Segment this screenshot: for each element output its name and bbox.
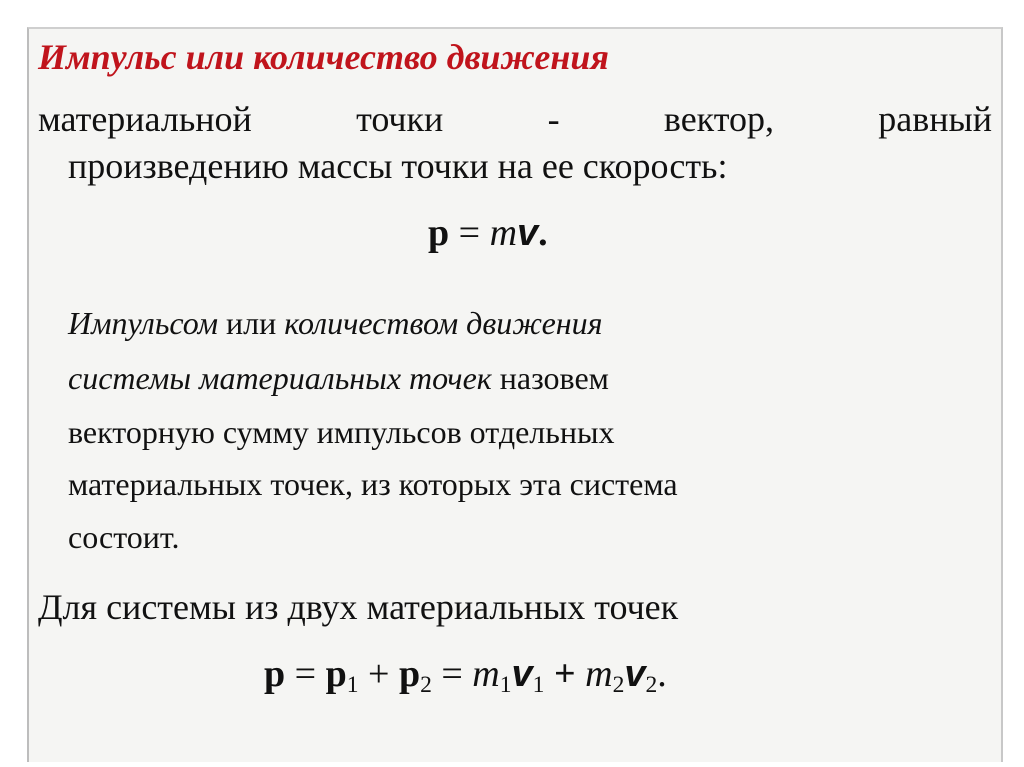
text-nazovem: назовем — [491, 360, 609, 396]
slide-title — [38, 36, 609, 78]
definition-word: вектор, — [663, 99, 774, 139]
formula2-plus: + — [358, 653, 399, 695]
formula2-m2: m — [585, 653, 613, 695]
definition-line-2: произведению массы точки на ее скорость: — [68, 146, 728, 186]
title-term-momentum: количество движения — [253, 37, 609, 77]
formula2-v1-sub: 1 — [532, 671, 545, 698]
formula2-p: p — [264, 653, 286, 695]
formula-p: p — [428, 212, 450, 254]
term-kolichestvom: количеством движения — [284, 305, 603, 341]
formula2-plus-2: + — [544, 653, 586, 695]
system-definition-line-2 — [68, 360, 609, 397]
formula-equals: = — [449, 212, 490, 254]
definition-word: - — [547, 99, 560, 139]
momentum-formula — [428, 211, 548, 255]
formula2-m2-sub: 2 — [612, 671, 625, 698]
title-term-impulse: Импульс — [38, 37, 177, 77]
formula2-p1: p — [325, 653, 347, 695]
system-definition-line-3: векторную сумму импульсов отдельных — [68, 414, 615, 450]
formula2-period: . — [657, 653, 667, 695]
two-points-heading: Для системы из двух материальных точек — [38, 587, 679, 627]
system-definition-line-4: материальных точек, из которых эта система — [68, 466, 678, 502]
formula-velocity: v — [517, 212, 539, 254]
formula2-m1-sub: 1 — [499, 671, 512, 698]
definition-word: точки — [356, 99, 444, 139]
formula2-m1: m — [472, 653, 500, 695]
formula-mass: m — [489, 212, 518, 254]
formula2-v2-sub: 2 — [645, 671, 658, 698]
formula2-equals-2: = — [431, 653, 473, 695]
system-definition-line-5: состоит. — [68, 519, 180, 555]
title-conjunction: или — [185, 37, 245, 77]
text-ili: или — [218, 305, 285, 341]
formula-period: . — [538, 212, 548, 254]
term-system: системы материальных точек — [68, 360, 492, 396]
term-impulsom: Импульсом — [68, 305, 218, 341]
definition-word: равный — [878, 99, 992, 139]
formula2-p1-sub: 1 — [346, 671, 359, 698]
definition-line-1 — [38, 98, 992, 140]
formula2-equals: = — [285, 653, 326, 695]
formula2-v1: v — [511, 653, 533, 695]
formula2-v2: v — [624, 653, 646, 695]
system-definition-line-1 — [68, 305, 603, 342]
formula2-p2: p — [398, 653, 421, 695]
system-momentum-formula — [264, 652, 667, 696]
definition-word: материальной — [38, 99, 252, 139]
formula2-p2-sub: 2 — [420, 671, 432, 698]
